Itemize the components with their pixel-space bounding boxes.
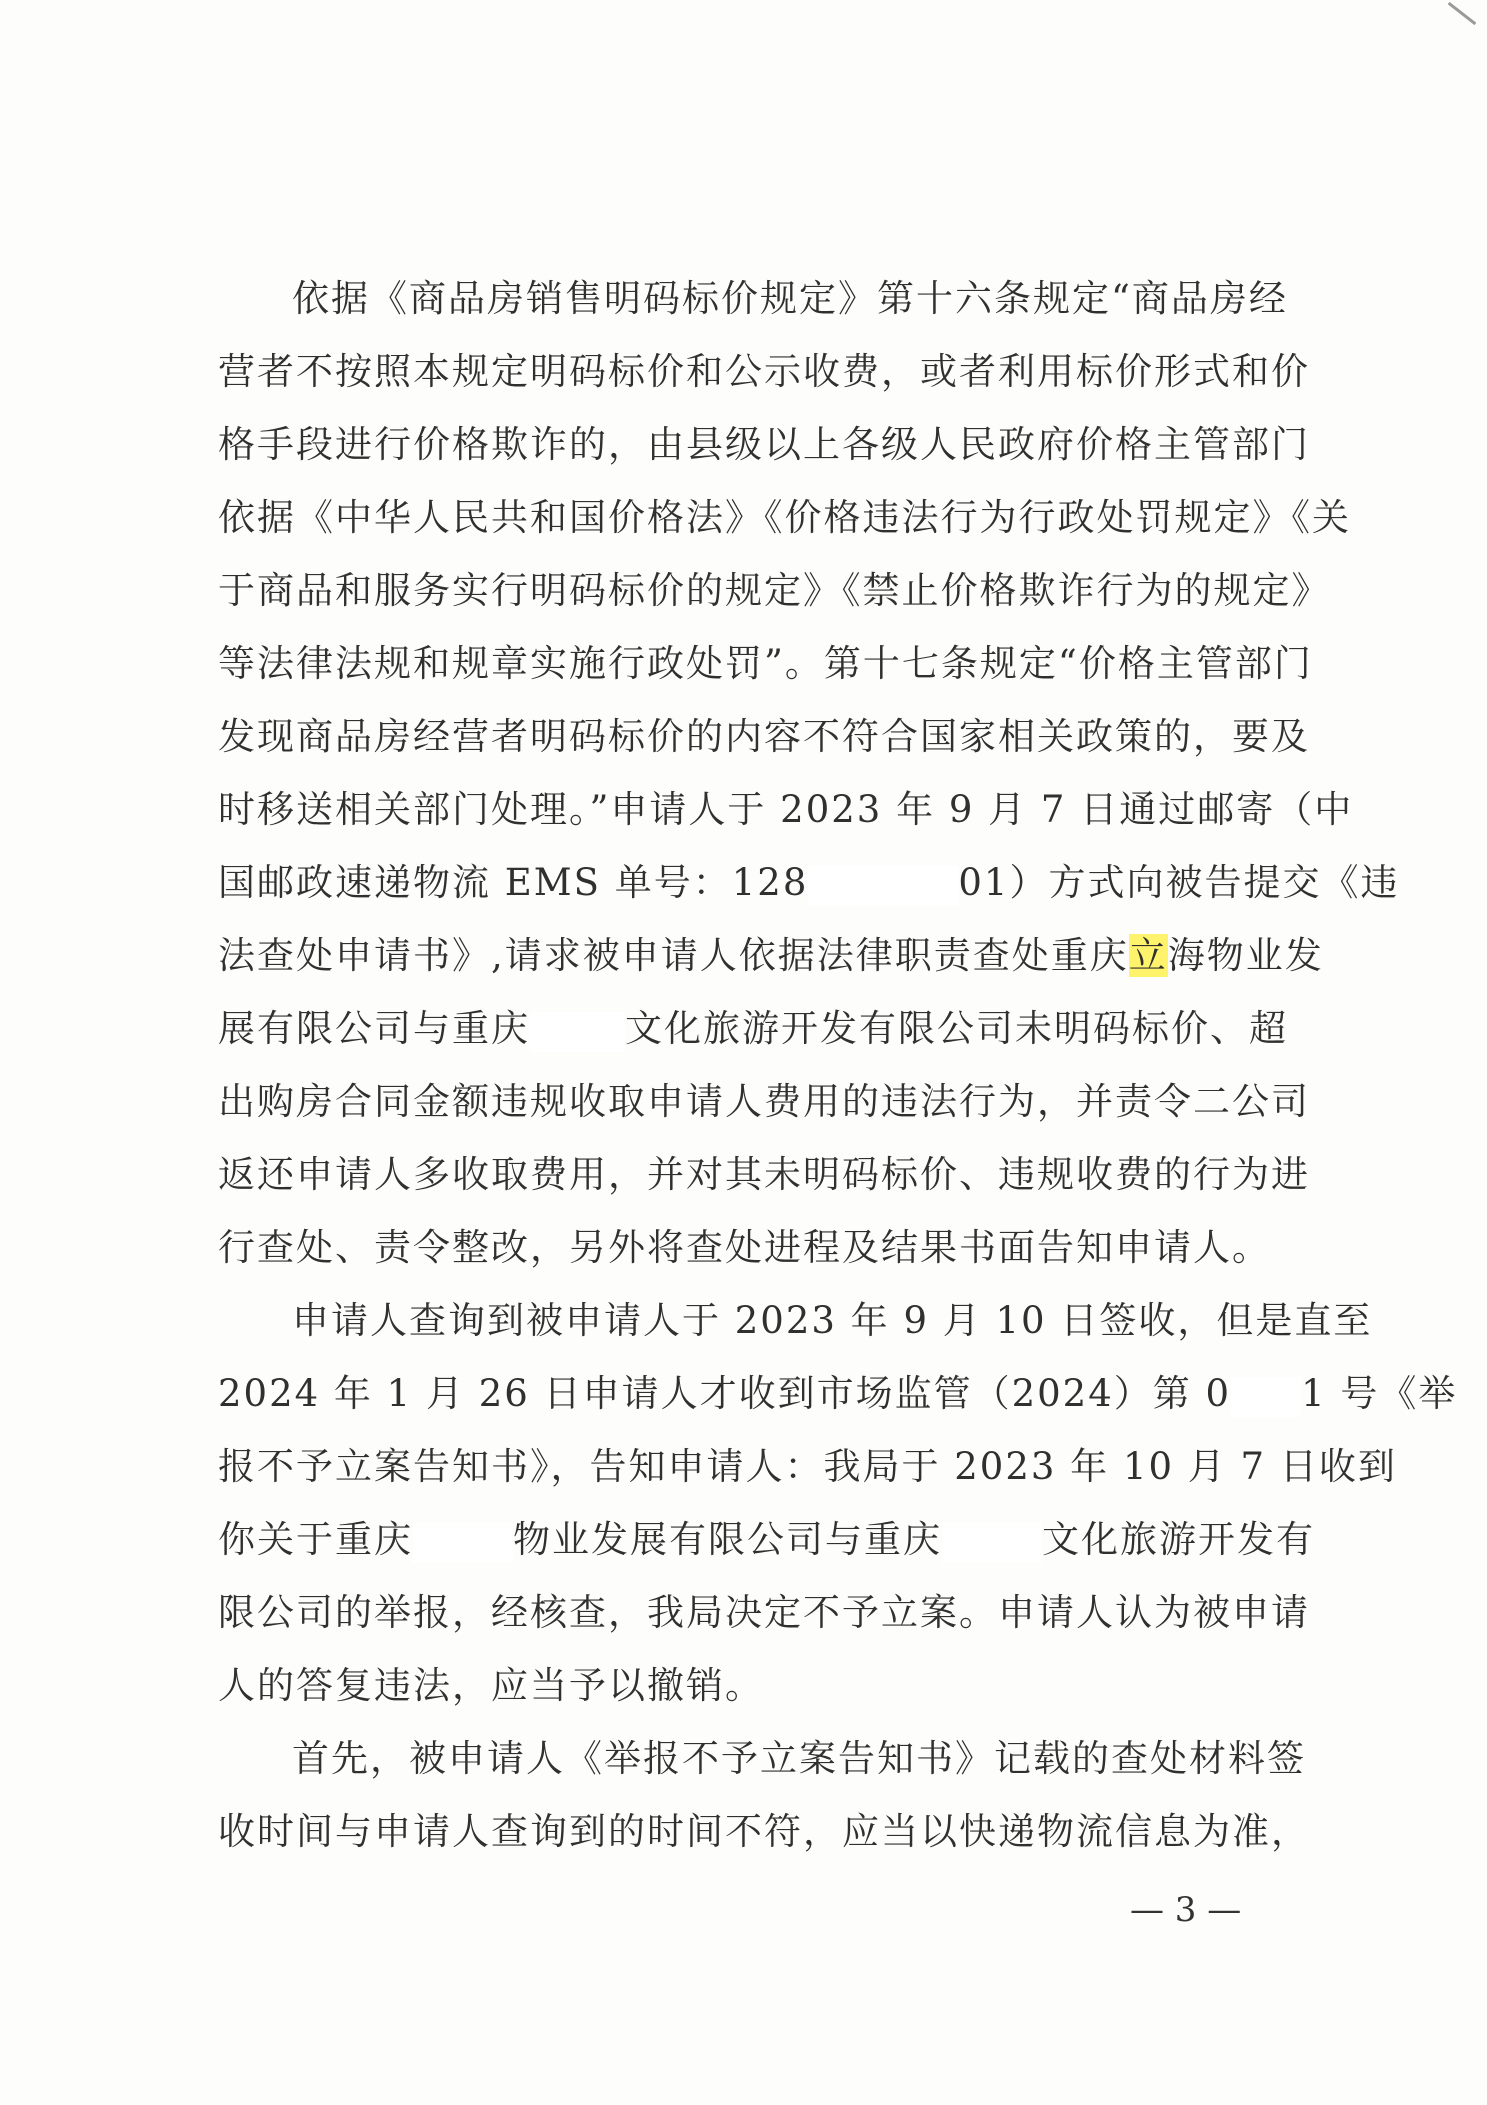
scan-corner-mark bbox=[1448, 2, 1477, 25]
paragraph-3-line-1: 首先，被申请人《举报不予立案告知书》记载的查处材料签 bbox=[292, 1737, 1306, 1780]
paragraph-2-line-2 bbox=[218, 1357, 1458, 1430]
complaint-text-tail: 海物业发 bbox=[1167, 934, 1324, 977]
redaction-block bbox=[413, 1523, 513, 1563]
paragraph-2-line-1: 申请人查询到被申请人于 2023 年 9 月 10 日签收，但是直至 bbox=[292, 1299, 1373, 1342]
ems-number-suffix: 01）方式向被告提交《违 bbox=[958, 861, 1400, 904]
reply-text-start: 你关于重庆 bbox=[218, 1518, 413, 1561]
paragraph-1-line-4: 依据《中华人民共和国价格法》《价格违法行为行政处罚规定》《关 bbox=[218, 496, 1351, 539]
paragraph-1-line-2: 营者不按照本规定明码标价和公示收费，或者利用标价形式和价 bbox=[218, 350, 1310, 393]
reply-text-middle: 物业发展有限公司与重庆 bbox=[513, 1518, 942, 1561]
reply-text-end: 文化旅游开发有 bbox=[1042, 1518, 1315, 1561]
paragraph-1-line-3: 格手段进行价格欺诈的，由县级以上各级人民政府价格主管部门 bbox=[218, 423, 1310, 466]
page-number: — 3 — bbox=[1130, 1890, 1242, 1930]
paragraph-1-line-9 bbox=[218, 846, 1400, 919]
paragraph-1-line-10 bbox=[218, 919, 1324, 992]
paragraph-1-line-1: 依据《商品房销售明码标价规定》第十六条规定“商品房经 bbox=[292, 277, 1288, 320]
paragraph-2-line-3: 报不予立案告知书》，告知申请人：我局于 2023 年 10 月 7 日收到 bbox=[218, 1445, 1397, 1488]
highlighted-character: 立 bbox=[1128, 934, 1168, 977]
ems-number-prefix: 国邮政速递物流 EMS 单号：128 bbox=[218, 861, 809, 904]
document-body bbox=[218, 262, 1458, 1868]
notice-number-prefix: 2024 年 1 月 26 日申请人才收到市场监管（2024）第 0 bbox=[218, 1372, 1232, 1415]
paragraph-2-line-4 bbox=[218, 1503, 1318, 1576]
paragraph-1-line-7: 发现商品房经营者明码标价的内容不符合国家相关政策的，要及 bbox=[218, 715, 1310, 758]
paragraph-1-line-12: 出购房合同金额违规收取申请人费用的违法行为，并责令二公司 bbox=[218, 1080, 1310, 1123]
company-text-tail: 文化旅游开发有限公司未明码标价、超 bbox=[625, 1007, 1288, 1050]
redaction-block bbox=[1231, 1377, 1301, 1417]
company-text: 展有限公司与重庆 bbox=[218, 1007, 530, 1050]
redaction-block bbox=[530, 1012, 625, 1052]
paragraph-1-line-8: 时移送相关部门处理。”申请人于 2023 年 9 月 7 日通过邮寄（中 bbox=[218, 788, 1354, 831]
paragraph-2-line-6: 人的答复违法，应当予以撤销。 bbox=[218, 1664, 764, 1707]
paragraph-1-line-14: 行查处、责令整改，另外将查处进程及结果书面告知申请人。 bbox=[218, 1226, 1271, 1269]
paragraph-1-line-6: 等法律法规和规章实施行政处罚”。第十七条规定“价格主管部门 bbox=[218, 642, 1313, 685]
redaction-block bbox=[942, 1523, 1042, 1563]
notice-number-suffix: 1 号《举 bbox=[1301, 1372, 1458, 1415]
paragraph-3-line-2: 收时间与申请人查询到的时间不符，应当以快递物流信息为准， bbox=[218, 1810, 1310, 1853]
paragraph-1-line-13: 返还申请人多收取费用，并对其未明码标价、违规收费的行为进 bbox=[218, 1153, 1310, 1196]
paragraph-1-line-11 bbox=[218, 992, 1318, 1065]
complaint-text: 法查处申请书》,请求被申请人依据法律职责查处重庆 bbox=[218, 934, 1129, 977]
paragraph-2-line-5: 限公司的举报，经核查，我局决定不予立案。申请人认为被申请 bbox=[218, 1591, 1310, 1634]
redaction-block bbox=[808, 866, 958, 906]
paragraph-1-line-5: 于商品和服务实行明码标价的规定》《禁止价格欺诈行为的规定》 bbox=[218, 569, 1331, 612]
